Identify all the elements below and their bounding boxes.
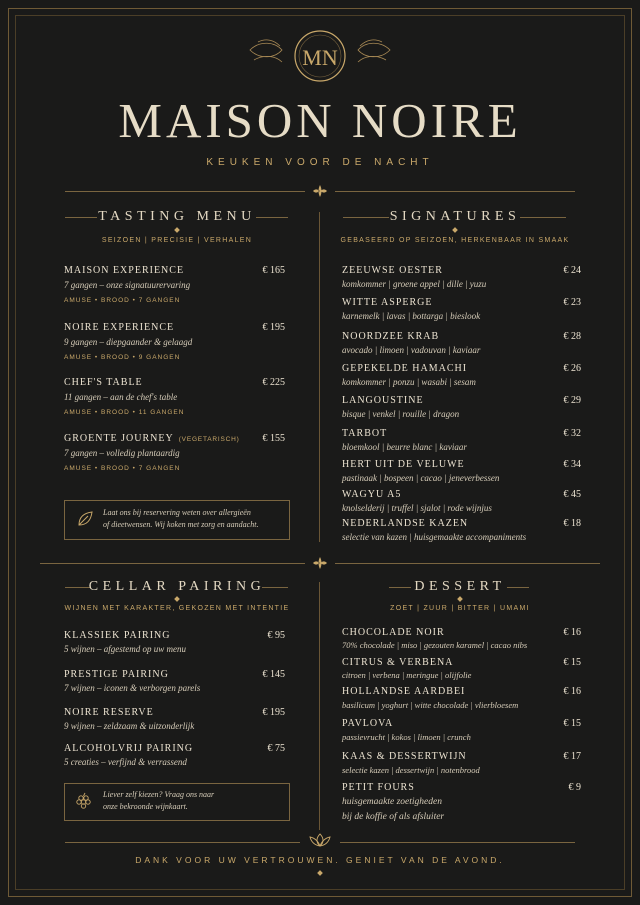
signature-item-name: LANGOUSTINE (342, 395, 424, 406)
tasting-item-desc: 11 gangen – aan de chef's table (64, 392, 178, 402)
footer-rule-left (65, 842, 300, 843)
dessert-item-name: CHOCOLADE NOIR (342, 627, 445, 638)
signature-item-desc: komkommer | groene appel | dille | yuzu (342, 279, 487, 289)
cellar-item-desc: 7 wijnen – iconen & verborgen parels (64, 683, 201, 693)
signature-item-desc: komkommer | ponzu | wasabi | sesam (342, 377, 476, 387)
dessert-item-desc: passievrucht | kokos | limoen | crunch (342, 732, 471, 742)
tasting-item-meta: AMUSE • BROOD • 7 GANGEN (64, 297, 181, 304)
dessert-item-price: € 16 (563, 627, 581, 638)
footer-rule-right (340, 842, 575, 843)
signature-item-price: € 45 (563, 489, 581, 500)
tasting-item-meta: AMUSE • BROOD • 7 GANGEN (64, 465, 181, 472)
cellar-item-price: € 75 (267, 743, 285, 754)
footer-message: DANK VOOR UW VERTROUWEN. GENIET VAN DE AVOND. (135, 855, 505, 865)
tasting-item-meta: AMUSE • BROOD • 11 GANGEN (64, 409, 185, 416)
cellar-item-price: € 95 (267, 630, 285, 641)
signature-item-name: NOORDZEE KRAB (342, 331, 440, 342)
middle-divider-left (40, 563, 305, 564)
tasting-item-price: € 165 (262, 265, 285, 276)
dessert-item-desc: basilicum | yoghurt | witte chocolade | vlierbloesem (342, 700, 519, 710)
signature-item-name: WAGYU A5 (342, 489, 402, 500)
dessert-item-desc: 70% chocolade | miso | gezouten karamel | cacao nibs (342, 640, 528, 650)
cellar-item-name: PRESTIGE PAIRING (64, 669, 169, 680)
cellar-item-desc: 9 wijnen – zeldzaam & uitzonderlijk (64, 721, 195, 731)
restaurant-name: MAISON NOIRE (118, 93, 522, 148)
wine-list-note-line: Liever zelf kiezen? Vraag ons naar (103, 790, 215, 799)
dessert-item-desc: selectie kazen | dessertwijn | notenbrood (342, 765, 480, 775)
column-divider-top (319, 212, 320, 542)
cellar-pairing-title: CELLAR PAIRING (88, 579, 266, 594)
signature-item-name: NEDERLANDSE KAZEN (342, 518, 469, 529)
signature-item-price: € 32 (563, 428, 581, 439)
cellar-item-name: KLASSIEK PAIRING (64, 630, 171, 641)
tasting-item-meta: AMUSE • BROOD • 9 GANGEN (64, 354, 181, 361)
dessert-subtitle: ZOET | ZUUR | BITTER | UMAMI (390, 605, 530, 612)
cellar-item-name: ALCOHOLVRIJ PAIRING (64, 743, 194, 754)
signature-item-price: € 34 (563, 459, 581, 470)
signature-item-name: HERT UIT DE VELUWE (342, 459, 465, 470)
tasting-item-name: MAISON EXPERIENCE (64, 265, 185, 276)
tasting-item-desc: 9 gangen – diepgaander & gelaagd (64, 337, 193, 347)
monogram-emblem (292, 28, 348, 84)
leaf-icon (76, 510, 94, 528)
grapes-icon (76, 792, 92, 810)
signature-item-desc: selectie van kazen | huisgemaakte accompaniments (342, 532, 527, 542)
monogram-text: MN (302, 45, 338, 70)
middle-divider-right (335, 563, 600, 564)
lotus-icon (306, 832, 334, 848)
tasting-item-label: GROENTE JOURNEY (64, 433, 174, 444)
cellar-item-desc: 5 creaties – verfijnd & verrassend (64, 757, 187, 767)
tasting-item-desc: 7 gangen – volledig plantaardig (64, 448, 180, 458)
signature-item-price: € 23 (563, 297, 581, 308)
dessert-item-desc: huisgemaakte zoetigheden (342, 797, 442, 807)
dessert-item-name: HOLLANDSE AARDBEI (342, 686, 466, 697)
signature-item-price: € 28 (563, 331, 581, 342)
cellar-item-price: € 195 (262, 707, 285, 718)
wine-list-note-text (103, 789, 214, 813)
signatures-subtitle: GEBASEERD OP SEIZOEN, HERKENBAAR IN SMAAK (340, 237, 570, 244)
tasting-menu-title: TASTING MENU (98, 209, 256, 224)
signature-item-price: € 26 (563, 363, 581, 374)
dessert-item-name: KAAS & DESSERTWIJN (342, 751, 467, 762)
signatures-title: SIGNATURES (389, 209, 521, 224)
signature-item-name: TARBOT (342, 428, 388, 439)
top-divider-left (65, 191, 305, 192)
allergy-note-text (103, 507, 258, 531)
column-divider-bottom (319, 582, 320, 830)
tasting-menu-subtitle: SEIZOEN | PRECISIE | VERHALEN (101, 237, 253, 244)
allergy-note-line: of dieetwensen. Wij koken met zorg en aandacht. (103, 520, 259, 529)
signature-item-price: € 24 (563, 265, 581, 276)
signature-item-desc: bloemkool | beurre blanc | kaviaar (342, 442, 467, 452)
cellar-item-price: € 145 (262, 669, 285, 680)
signature-item-name: ZEEUWSE OESTER (342, 265, 443, 276)
dessert-item-price: € 17 (563, 751, 581, 762)
signature-item-desc: avocado | limoen | vadouvan | kaviaar (342, 345, 481, 355)
dessert-item-price: € 9 (568, 782, 581, 793)
tasting-item-price: € 225 (262, 377, 285, 388)
tasting-item-desc: 7 gangen – onze signatuurervaring (64, 280, 191, 290)
signature-item-desc: pastinaak | bospeen | cacao | jeneverbessen (342, 473, 500, 483)
signature-item-price: € 29 (563, 395, 581, 406)
dessert-item-price: € 15 (563, 718, 581, 729)
allergy-note-line: Laat ons bij reservering weten over allergieën (103, 508, 251, 517)
fleur-ornament (310, 184, 330, 198)
restaurant-tagline: KEUKEN VOOR DE NACHT (206, 157, 434, 168)
dessert-item-name: PAVLOVA (342, 718, 394, 729)
cellar-item-desc: 5 wijnen – afgestemd op uw menu (64, 644, 186, 654)
fleur-ornament-middle (310, 556, 330, 570)
vegetarian-tag: (VEGETARISCH) (178, 436, 240, 443)
tasting-item-price: € 155 (262, 433, 285, 444)
dessert-item-name: CITRUS & VERBENA (342, 657, 454, 668)
signature-item-name: GEPEKELDE HAMACHI (342, 363, 468, 374)
tasting-item-name: NOIRE EXPERIENCE (64, 322, 175, 333)
top-divider-right (335, 191, 575, 192)
dessert-item-desc-extra: bij de koffie of als afsluiter (342, 812, 445, 822)
dessert-item-desc: citroen | verbena | meringue | olijfolie (342, 670, 472, 680)
dessert-item-name: PETIT FOURS (342, 782, 415, 793)
dessert-title: DESSERT (414, 579, 506, 594)
signature-item-name: WITTE ASPERGE (342, 297, 433, 308)
wine-list-note-line: onze bekroonde wijnkaart. (103, 802, 188, 811)
cellar-pairing-subtitle: WIJNEN MET KARAKTER, GEKOZEN MET INTENTIE (64, 605, 290, 612)
signature-item-desc: bisque | venkel | rouille | dragon (342, 409, 460, 419)
dessert-item-price: € 15 (563, 657, 581, 668)
signature-item-desc: karnemelk | lavas | bottarga | bieslook (342, 311, 481, 321)
tasting-item-price: € 195 (262, 322, 285, 333)
tasting-item-name: CHEF'S TABLE (64, 377, 143, 388)
signature-item-price: € 18 (563, 518, 581, 529)
dessert-item-price: € 16 (563, 686, 581, 697)
signature-item-desc: knolselderij | truffel | sjalot | rode wijnjus (342, 503, 492, 513)
cellar-item-name: NOIRE RESERVE (64, 707, 154, 718)
tasting-item-name (64, 433, 240, 444)
